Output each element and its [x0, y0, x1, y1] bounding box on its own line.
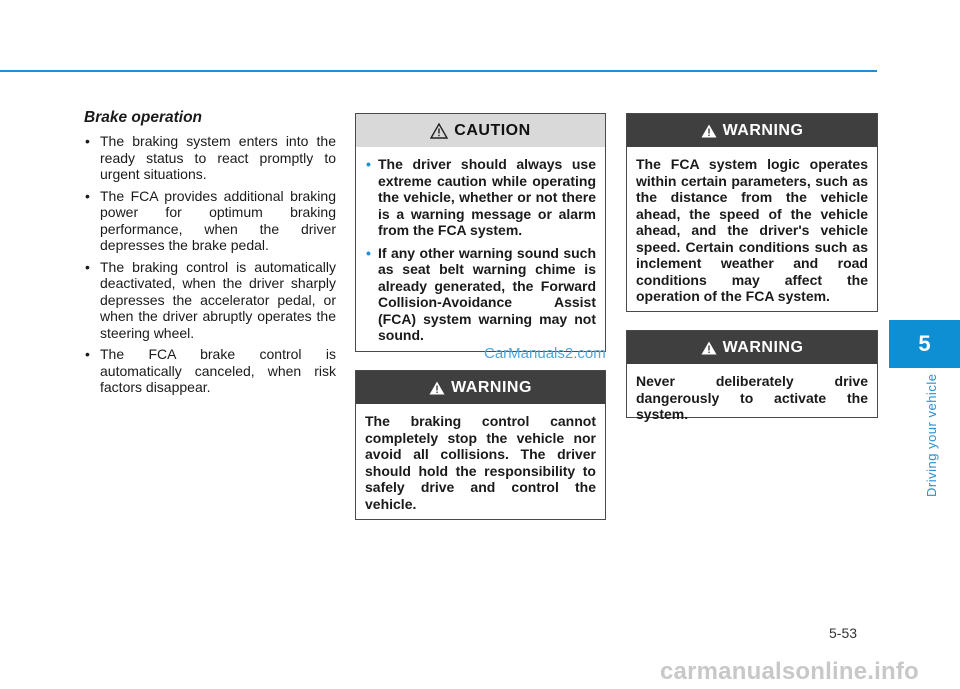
main-column — [80, 109, 336, 401]
section-heading: Brake operation — [84, 109, 203, 126]
warning-box — [355, 370, 606, 520]
page-number: 5-53 — [829, 625, 858, 641]
warning-box — [626, 113, 878, 312]
caution-list — [365, 156, 596, 344]
warning-box — [626, 330, 878, 422]
list-item: • If any other warning sound such as seat belt warning chime is already generated, the Forward Collision-Avoidance Assist (FCA) system warning may not sound. — [366, 244, 596, 343]
warning-text: The braking control cannot completely stop the vehicle nor avoid all collisions. The driver should hold the responsibility to safely drive and control the vehicle. — [365, 413, 596, 512]
list-item: • The driver should always use extreme caution while operating the vehicle, whether or not there is a warning message or alarm from the FCA system. — [366, 156, 596, 238]
warning-triangle-icon — [701, 341, 717, 355]
list-item: • The braking system enters into the ready status to react promptly to urgent situations. — [85, 133, 336, 182]
footer-watermark: carmanualsonline.info — [660, 658, 919, 685]
list-item: • The FCA brake control is automatically canceled, when risk factors disappear. — [85, 346, 336, 395]
caution-box — [355, 113, 606, 352]
list-item: • The FCA provides additional braking power for optimum braking performance, when the driver depresses the brake pedal. — [85, 187, 336, 253]
warning-triangle-icon — [429, 381, 445, 395]
chapter-title: Driving your vehicle — [924, 373, 939, 497]
warning-text: The FCA system logic operates within certain parameters, such as the distance from the vehicle ahead, the speed of the vehicle ahead, and the driver's vehicle speed. Certain conditions such as inclement weather and road conditions may affect the operation of the FCA system. — [636, 156, 868, 304]
warning-header: WARNING — [627, 114, 877, 147]
brake-operation-list — [80, 133, 336, 396]
warning-text: Never deliberately drive dangerously to activate the system. — [636, 373, 868, 422]
caution-triangle-icon — [430, 123, 448, 139]
chapter-number-tab: 5 — [889, 320, 960, 368]
watermark-link[interactable]: CarManuals2.com — [484, 345, 606, 362]
header-rule — [0, 70, 877, 72]
caution-header: CAUTION — [356, 114, 605, 147]
warning-triangle-icon — [701, 124, 717, 138]
warning-header: WARNING — [627, 331, 877, 364]
warning-header: WARNING — [356, 371, 605, 404]
list-item: • The braking control is automatically deactivated, when the driver sharply depresses the accelerator pedal, or when the driver abruptly operates the steering wheel. — [85, 258, 336, 341]
